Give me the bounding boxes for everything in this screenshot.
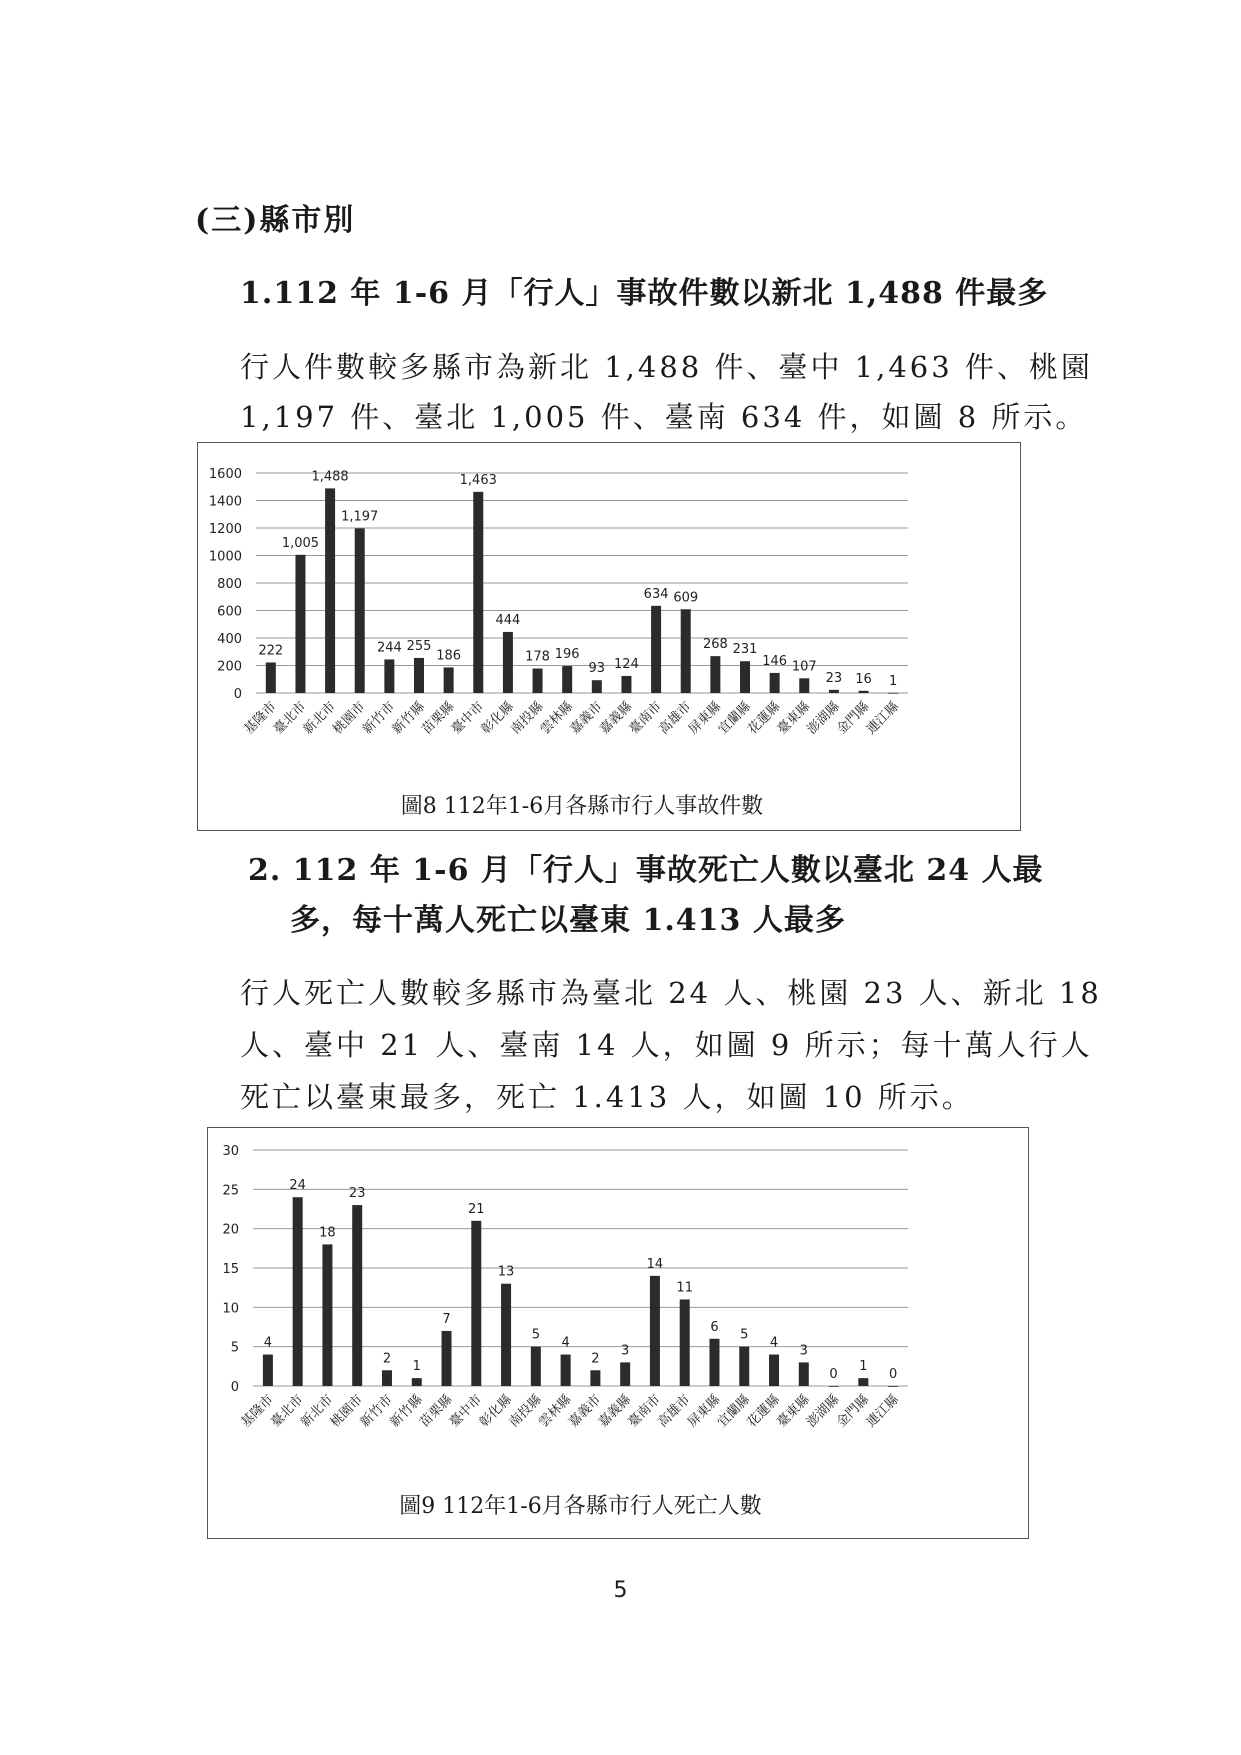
x-tick-label: 連江縣 [863, 699, 903, 738]
bar [266, 662, 276, 693]
data-label: 24 [289, 1178, 306, 1194]
y-tick-label: 200 [217, 659, 242, 675]
item2-para-line1: 行人死亡人數較多縣市為臺北 24 人、桃園 23 人、新北 18 [240, 976, 1102, 1010]
bar [681, 609, 691, 693]
x-tick-label: 宜蘭縣 [714, 1392, 754, 1431]
y-tick-label: 400 [217, 632, 242, 647]
bar [501, 1284, 511, 1386]
x-tick-label: 南投縣 [508, 699, 547, 738]
x-tick-label: 新竹市 [357, 1392, 396, 1431]
x-tick-label: 臺中市 [448, 699, 488, 738]
data-label: 7 [442, 1311, 451, 1327]
data-label: 1 [412, 1359, 421, 1375]
bar [592, 680, 602, 693]
item1-para-line1: 行人件數較多縣市為新北 1,488 件、臺中 1,463 件、桃園 [240, 350, 1093, 384]
x-tick-label: 屏東縣 [685, 699, 725, 738]
x-tick-label: 彰化縣 [478, 699, 517, 738]
data-label: 6 [710, 1319, 719, 1335]
bar [829, 1386, 839, 1387]
data-label: 4 [263, 1335, 273, 1351]
data-label: 18 [319, 1225, 336, 1241]
data-label: 23 [825, 670, 843, 686]
y-tick-label: 1400 [208, 494, 242, 510]
x-tick-label: 嘉義縣 [597, 699, 636, 738]
x-tick-label: 苗栗縣 [419, 699, 458, 738]
data-label: 268 [702, 637, 728, 653]
data-label: 21 [468, 1201, 485, 1217]
chart-caption: 圖9 112年1-6月各縣市行人死亡人數 [399, 1494, 762, 1519]
y-tick-label: 800 [217, 577, 242, 592]
data-label: 4 [769, 1335, 779, 1351]
data-label: 13 [497, 1264, 515, 1280]
chart-figure-8 [197, 442, 1021, 831]
x-tick-label: 桃園市 [330, 699, 369, 738]
bar [710, 656, 720, 693]
y-tick-label: 0 [233, 687, 242, 702]
bar [503, 632, 513, 693]
chart-8-svg [198, 443, 1020, 830]
bar [888, 693, 898, 694]
bar [414, 658, 424, 693]
y-tick-label: 1200 [208, 522, 242, 537]
data-label: 609 [673, 590, 699, 606]
x-tick-label: 澎湖縣 [804, 1392, 843, 1431]
item2-para-line3: 死亡以臺東最多，死亡 1.413 人，如圖 10 所示。 [240, 1080, 974, 1114]
data-label: 1,197 [341, 509, 379, 525]
bar [590, 1370, 600, 1386]
data-label: 196 [554, 647, 580, 663]
bar [325, 488, 335, 693]
x-tick-label: 新竹市 [359, 699, 399, 738]
y-tick-label: 10 [222, 1301, 239, 1317]
bar [739, 1347, 749, 1386]
data-label: 222 [258, 643, 284, 659]
data-label: 5 [740, 1327, 749, 1343]
chart-figure-9 [207, 1127, 1029, 1539]
data-label: 0 [888, 1367, 898, 1382]
data-label: 634 [643, 586, 669, 602]
y-tick-label: 15 [222, 1262, 239, 1277]
bar [355, 528, 365, 693]
data-label: 2 [382, 1351, 392, 1367]
item1-heading: 1.112 年 1-6 月「行人」事故件數以新北 1,488 件最多 [240, 276, 1049, 311]
y-tick-label: 20 [222, 1222, 239, 1238]
bar [620, 1362, 630, 1386]
data-label: 1,488 [311, 469, 349, 485]
x-tick-label: 新竹縣 [387, 1392, 426, 1431]
bar [650, 1276, 660, 1386]
x-tick-label: 南投縣 [506, 1392, 545, 1431]
section-title: (三)縣市別 [195, 203, 356, 238]
data-label: 1 [859, 1359, 868, 1375]
bar [533, 669, 543, 693]
bar [562, 666, 572, 693]
data-label: 1,005 [281, 535, 320, 551]
bar [295, 555, 305, 693]
bar [531, 1347, 541, 1386]
x-tick-label: 臺南市 [625, 1392, 664, 1431]
bar [352, 1205, 362, 1386]
bar [471, 1221, 481, 1386]
bar [412, 1378, 422, 1386]
y-tick-label: 1600 [208, 467, 242, 482]
x-tick-label: 雲林縣 [536, 1392, 575, 1431]
data-label: 3 [799, 1343, 808, 1359]
item2-para-line2: 人、臺中 21 人、臺南 14 人，如圖 9 所示；每十萬人行人 [240, 1028, 1093, 1062]
data-label: 2 [591, 1351, 600, 1367]
x-tick-label: 嘉義市 [566, 1392, 605, 1431]
bar [473, 492, 483, 693]
x-tick-label: 宜蘭縣 [715, 699, 754, 738]
data-label: 178 [525, 649, 550, 665]
x-tick-label: 新北市 [298, 1392, 337, 1431]
data-label: 14 [646, 1256, 664, 1272]
x-tick-label: 基隆市 [241, 699, 280, 738]
bar [799, 678, 809, 693]
data-label: 186 [436, 648, 462, 664]
bar [859, 691, 869, 693]
bar [680, 1299, 690, 1386]
bar [799, 1362, 809, 1386]
bar [829, 690, 839, 693]
bar [293, 1197, 303, 1386]
bar [561, 1355, 571, 1386]
chart-9-svg [208, 1128, 1028, 1538]
x-tick-label: 金門縣 [834, 699, 873, 738]
x-tick-label: 臺南市 [626, 699, 665, 738]
data-label: 5 [531, 1327, 540, 1343]
x-tick-label: 臺東縣 [774, 1392, 813, 1431]
x-tick-label: 苗栗縣 [417, 1392, 456, 1431]
y-tick-label: 1000 [208, 549, 242, 565]
x-tick-label: 花蓮縣 [744, 1392, 783, 1431]
x-tick-label: 屏東縣 [685, 1392, 724, 1431]
x-tick-label: 花蓮縣 [745, 699, 784, 738]
bar [888, 1386, 898, 1387]
data-label: 124 [614, 656, 639, 672]
bar [382, 1370, 392, 1386]
data-label: 0 [829, 1367, 838, 1382]
bar [769, 1355, 779, 1386]
x-tick-label: 臺北市 [271, 699, 310, 738]
data-label: 1 [889, 673, 898, 689]
x-tick-label: 嘉義市 [567, 699, 606, 738]
data-label: 93 [588, 661, 606, 677]
x-tick-label: 基隆市 [238, 1392, 277, 1431]
y-tick-label: 0 [230, 1380, 239, 1395]
bar [384, 659, 394, 693]
x-tick-label: 連江縣 [863, 1392, 902, 1431]
page-number: 5 [613, 1578, 628, 1603]
chart-caption: 圖8 112年1-6月各縣市行人事故件數 [400, 794, 764, 819]
data-label: 231 [732, 642, 758, 658]
x-tick-label: 雲林縣 [537, 699, 577, 738]
x-tick-label: 金門縣 [833, 1392, 873, 1431]
bar [651, 606, 661, 693]
bar [709, 1339, 719, 1386]
data-label: 4 [561, 1335, 570, 1351]
data-label: 107 [791, 659, 817, 675]
data-label: 16 [855, 671, 872, 687]
x-tick-label: 澎湖縣 [804, 699, 843, 738]
x-tick-label: 彰化縣 [476, 1392, 515, 1431]
y-tick-label: 600 [217, 604, 242, 620]
x-tick-label: 嘉義縣 [595, 1392, 634, 1431]
y-tick-label: 5 [230, 1340, 239, 1356]
bar [621, 676, 631, 693]
bar [442, 1331, 452, 1386]
data-label: 23 [348, 1186, 366, 1202]
data-label: 1,463 [459, 472, 497, 488]
y-tick-label: 25 [222, 1183, 239, 1199]
data-label: 444 [495, 612, 521, 628]
item2-heading-line1: 2. 112 年 1-6 月「行人」事故死亡人數以臺北 24 人最 [248, 853, 1044, 888]
bar [444, 667, 454, 693]
bar [858, 1378, 868, 1386]
x-tick-label: 新北市 [300, 699, 339, 738]
x-tick-label: 臺東縣 [774, 699, 814, 738]
y-tick-label: 30 [222, 1144, 239, 1159]
x-tick-label: 新竹縣 [389, 699, 428, 738]
bar [263, 1355, 273, 1386]
data-label: 255 [406, 638, 432, 654]
x-tick-label: 高雄市 [656, 699, 695, 738]
data-label: 146 [762, 653, 788, 669]
bar [322, 1244, 332, 1386]
item2-heading-line2: 多，每十萬人死亡以臺東 1.413 人最多 [290, 903, 846, 938]
x-tick-label: 臺北市 [268, 1392, 307, 1431]
bar [770, 673, 780, 693]
data-label: 11 [676, 1280, 693, 1296]
bar [740, 661, 750, 693]
x-tick-label: 桃園市 [327, 1392, 367, 1431]
x-tick-label: 臺中市 [446, 1392, 486, 1431]
x-tick-label: 高雄市 [655, 1392, 694, 1431]
item1-para-line2: 1,197 件、臺北 1,005 件、臺南 634 件，如圖 8 所示。 [240, 400, 1088, 434]
data-label: 244 [376, 640, 402, 656]
data-label: 3 [621, 1343, 630, 1359]
